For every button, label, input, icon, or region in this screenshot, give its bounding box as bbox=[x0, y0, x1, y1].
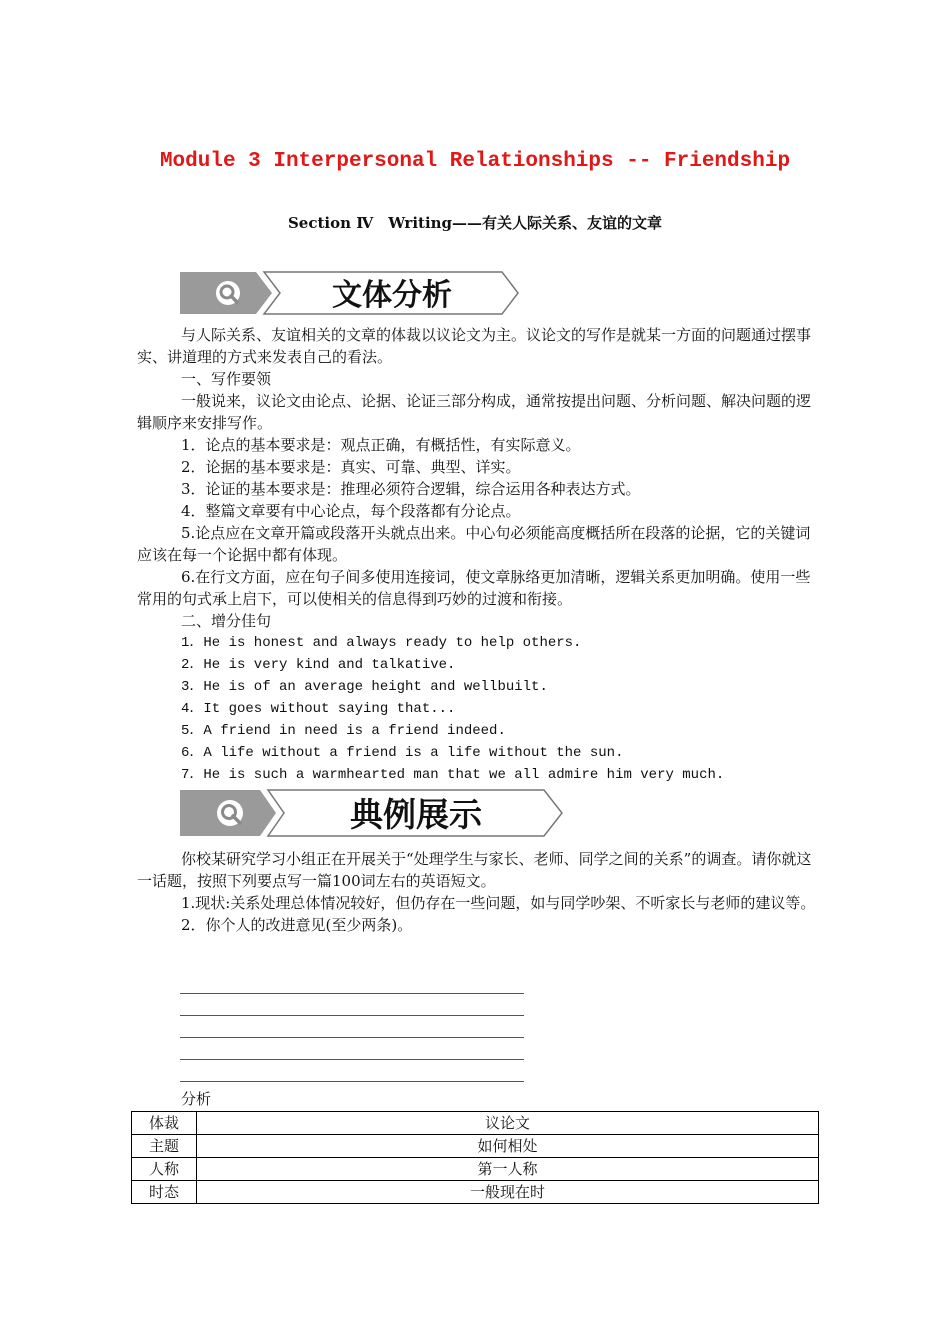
point-item: 2．论据的基本要求是：真实、可靠、典型、详实。 bbox=[181, 458, 521, 476]
heading-writing-essentials: 一、写作要领 bbox=[181, 370, 272, 388]
table-key: 体裁 bbox=[132, 1112, 197, 1135]
sentence-item: 1．He is honest and always ready to help others. bbox=[181, 635, 582, 651]
table-row bbox=[132, 1158, 819, 1181]
analysis-table bbox=[131, 1111, 819, 1204]
point-item: 4．整篇文章要有中心论点，每个段落都有分论点。 bbox=[181, 502, 521, 520]
section-subtitle: Section Ⅳ Writing——有关人际关系、友谊的文章 bbox=[287, 214, 663, 232]
point-item: 3．论证的基本要求是：推理必须符合逻辑，综合运用各种表达方式。 bbox=[181, 480, 641, 498]
table-value: 一般现在时 bbox=[197, 1181, 819, 1204]
analysis-label: 分析 bbox=[181, 1090, 212, 1108]
table-row bbox=[132, 1112, 819, 1135]
heading-bonus-sentences: 二、增分佳句 bbox=[181, 612, 272, 630]
table-row bbox=[132, 1181, 819, 1204]
essentials-paragraph: 一般说来，议论文由论点、论据、论证三部分构成，通常按提出问题、分析问题、解决问题的逻辑顺序来安排写作。 bbox=[137, 392, 812, 432]
sentence-item: 3．He is of an average height and wellbuilt. bbox=[181, 679, 548, 695]
table-key: 人称 bbox=[132, 1158, 197, 1181]
sentence-item: 7．He is such a warmhearted man that we all admire him very much. bbox=[181, 767, 725, 783]
table-key: 主题 bbox=[132, 1135, 197, 1158]
magnifier-icon bbox=[216, 281, 240, 305]
sentence-item: 2．He is very kind and talkative. bbox=[181, 657, 456, 673]
table-row bbox=[132, 1135, 819, 1158]
table-value: 第一人称 bbox=[197, 1158, 819, 1181]
example-showcase-banner bbox=[180, 788, 564, 838]
magnifier-icon bbox=[217, 800, 243, 826]
blank-line bbox=[180, 972, 524, 994]
style-analysis-banner bbox=[180, 270, 520, 316]
requirement-item: 2．你个人的改进意见(至少两条)。 bbox=[181, 916, 413, 934]
table-key: 时态 bbox=[132, 1181, 197, 1204]
sentence-item: 6．A life without a friend is a life without the sun. bbox=[181, 745, 624, 761]
sentence-item: 5．A friend in need is a friend indeed. bbox=[181, 723, 506, 739]
point-item: 5.论点应在文章开篇或段落开头就点出来。中心句必须能高度概括所在段落的论据，它的关键词应该在每一个论据中都有体现。 bbox=[137, 524, 811, 564]
banner-label: 文体分析 bbox=[332, 278, 452, 313]
blank-line bbox=[180, 1060, 524, 1082]
answer-blank-lines bbox=[180, 972, 524, 1082]
blank-line bbox=[180, 1038, 524, 1060]
page-title: Module 3 Interpersonal Relationships -- Friendship bbox=[159, 150, 791, 173]
point-item: 6.在行文方面，应在句子间多使用连接词，使文章脉络更加清晰，逻辑关系更加明确。使用一些常用的句式承上启下，可以使相关的信息得到巧妙的过渡和衔接。 bbox=[137, 568, 811, 608]
blank-line bbox=[180, 994, 524, 1016]
analysis-text bbox=[137, 324, 817, 786]
example-text bbox=[137, 848, 817, 936]
point-item: 1．论点的基本要求是：观点正确，有概括性，有实际意义。 bbox=[181, 436, 581, 454]
blank-line bbox=[180, 1016, 524, 1038]
intro-paragraph: 与人际关系、友谊相关的文章的体裁以议论文为主。议论文的写作是就某一方面的问题通过摆事实、讲道理的方式来发表自己的看法。 bbox=[137, 326, 812, 366]
requirement-item: 1.现状:关系处理总体情况较好，但仍存在一些问题，如与同学吵架、不听家长与老师的建议等。 bbox=[181, 894, 816, 912]
task-prompt: 你校某研究学习小组正在开展关于“处理学生与家长、老师、同学之间的关系”的调查。请你就这一话题，按照下列要点写一篇100词左右的英语短文。 bbox=[137, 850, 812, 890]
sentence-item: 4．It goes without saying that... bbox=[181, 701, 456, 717]
table-value: 议论文 bbox=[197, 1112, 819, 1135]
banner-label: 典例展示 bbox=[350, 795, 482, 834]
table-value: 如何相处 bbox=[197, 1135, 819, 1158]
